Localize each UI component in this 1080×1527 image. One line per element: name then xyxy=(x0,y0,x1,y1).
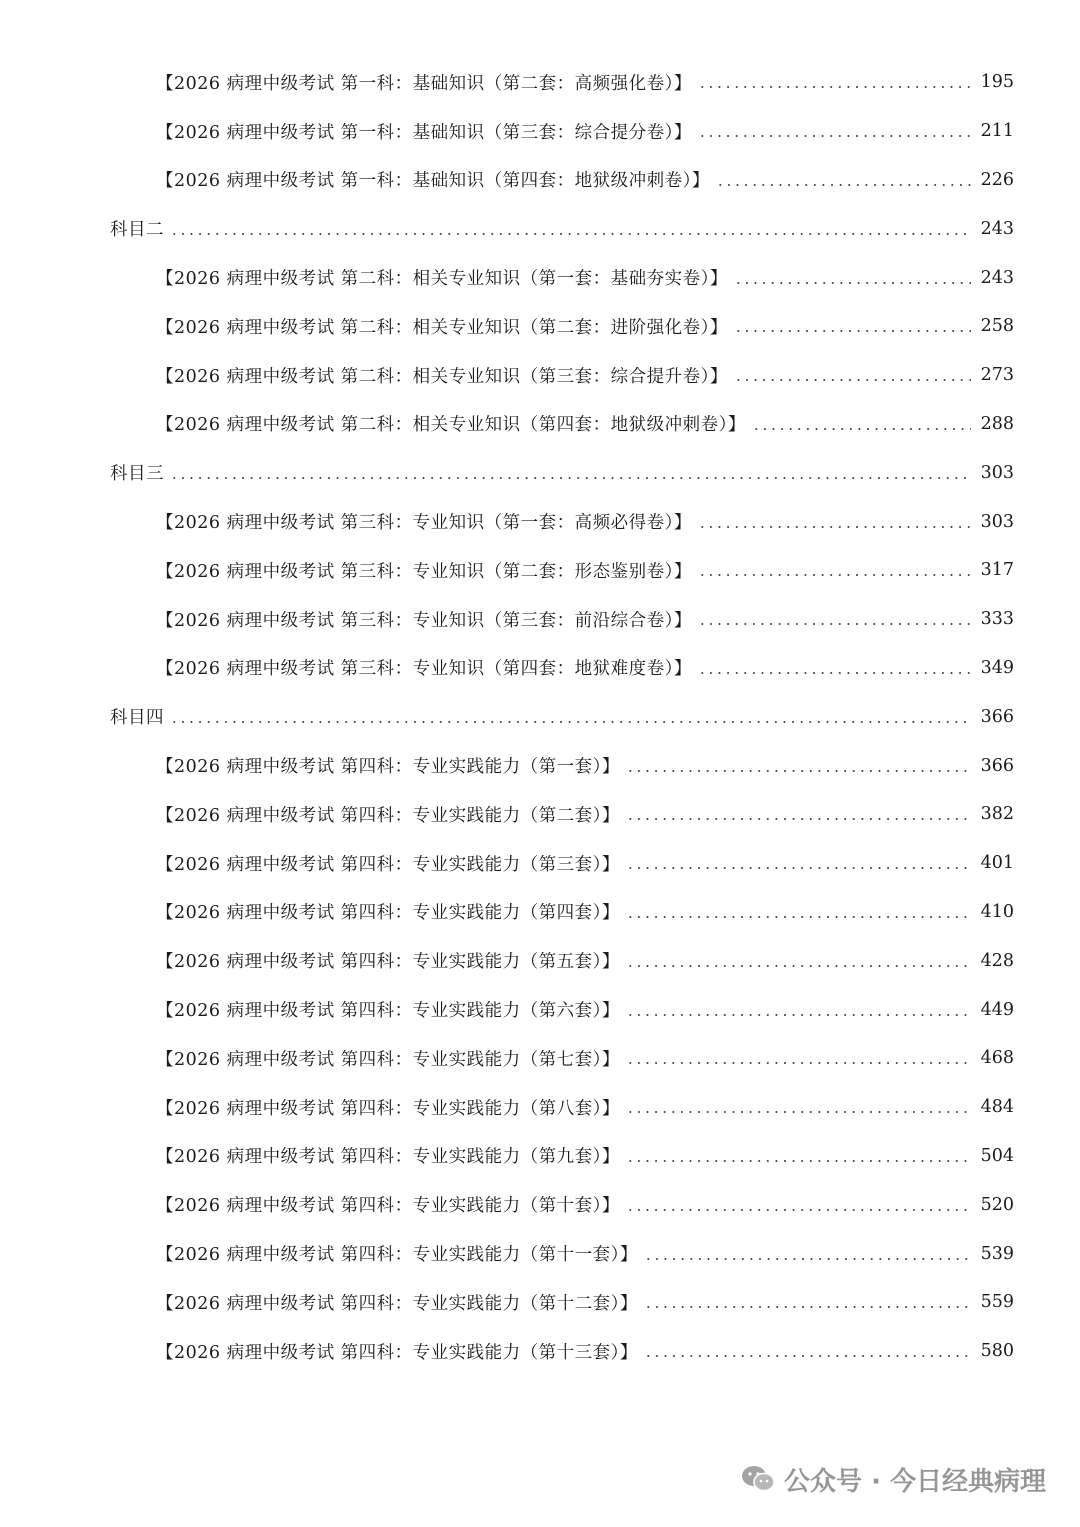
toc-entry[interactable] xyxy=(0,936,1080,985)
toc-entry-page-number: 539 xyxy=(980,1243,1014,1264)
toc-entry[interactable] xyxy=(0,1229,1080,1278)
toc-entry-page-number: 317 xyxy=(980,560,1014,581)
toc-entry[interactable] xyxy=(0,1083,1080,1132)
toc-entry[interactable] xyxy=(0,1132,1080,1181)
toc-entry-title: 【2026 病理中级考试 第一科：基础知识（第四套：地狱级冲刺卷）】 xyxy=(156,171,710,192)
toc-entry[interactable] xyxy=(0,888,1080,937)
toc-entry-title: 【2026 病理中级考试 第四科：专业实践能力（第十二套）】 xyxy=(156,1293,638,1314)
toc-section-heading[interactable] xyxy=(0,204,1080,253)
toc-dot-leader xyxy=(698,86,971,88)
toc-entry-page-number: 333 xyxy=(980,609,1014,630)
toc-entry-title: 【2026 病理中级考试 第四科：专业实践能力（第六套）】 xyxy=(156,1001,620,1022)
toc-entry-title: 【2026 病理中级考试 第四科：专业实践能力（第一套）】 xyxy=(156,757,620,778)
toc-entry-page-number: 504 xyxy=(980,1145,1014,1166)
toc-entry-page-number: 288 xyxy=(980,413,1014,434)
toc-section-heading[interactable] xyxy=(0,448,1080,497)
toc-entry[interactable] xyxy=(0,253,1080,302)
toc-entry-page-number: 273 xyxy=(980,365,1014,386)
toc-entry[interactable] xyxy=(0,58,1080,107)
toc-entry[interactable] xyxy=(0,302,1080,351)
toc-entry-title: 【2026 病理中级考试 第四科：专业实践能力（第五套）】 xyxy=(156,952,620,973)
toc-entry-page-number: 243 xyxy=(980,267,1014,288)
toc-entry[interactable] xyxy=(0,1180,1080,1229)
toc-entry[interactable] xyxy=(0,546,1080,595)
toc-entry[interactable] xyxy=(0,985,1080,1034)
toc-entry-title: 科目三 xyxy=(110,464,164,485)
toc-dot-leader xyxy=(644,1355,971,1357)
toc-entry-page-number: 303 xyxy=(980,511,1014,532)
toc-dot-leader xyxy=(644,1306,971,1308)
toc-dot-leader xyxy=(716,184,971,186)
toc-entry-page-number: 243 xyxy=(980,218,1014,239)
toc-entry-title: 科目二 xyxy=(110,220,164,241)
toc-entry-title: 【2026 病理中级考试 第二科：相关专业知识（第三套：综合提升卷）】 xyxy=(156,366,728,387)
toc-dot-leader xyxy=(170,233,971,235)
toc-entry[interactable] xyxy=(0,1278,1080,1327)
toc-entry[interactable] xyxy=(0,839,1080,888)
toc-entry-page-number: 303 xyxy=(980,462,1014,483)
toc-entry-page-number: 428 xyxy=(980,950,1014,971)
toc-entry-title: 【2026 病理中级考试 第二科：相关专业知识（第四套：地狱级冲刺卷）】 xyxy=(156,415,746,436)
toc-dot-leader xyxy=(734,330,971,332)
toc-entry[interactable] xyxy=(0,1327,1080,1376)
toc-dot-leader xyxy=(626,867,971,869)
toc-dot-leader xyxy=(170,477,971,479)
toc-entry-page-number: 382 xyxy=(980,804,1014,825)
toc-dot-leader xyxy=(626,916,971,918)
toc-dot-leader xyxy=(752,428,971,430)
toc-entry[interactable] xyxy=(0,400,1080,449)
toc-dot-leader xyxy=(626,1111,971,1113)
toc-entry-page-number: 401 xyxy=(980,853,1014,874)
toc-entry-title: 【2026 病理中级考试 第三科：专业知识（第二套：形态鉴别卷）】 xyxy=(156,561,692,582)
toc-entry-page-number: 520 xyxy=(980,1194,1014,1215)
toc-entry-page-number: 580 xyxy=(980,1341,1014,1362)
toc-entry[interactable] xyxy=(0,644,1080,693)
toc-entry[interactable] xyxy=(0,497,1080,546)
toc-entry-page-number: 410 xyxy=(980,901,1014,922)
toc-dot-leader xyxy=(698,526,971,528)
toc-entry-title: 【2026 病理中级考试 第四科：专业实践能力（第八套）】 xyxy=(156,1098,620,1119)
toc-entry[interactable] xyxy=(0,156,1080,205)
toc-entry[interactable] xyxy=(0,595,1080,644)
toc-dot-leader xyxy=(626,1209,971,1211)
toc-entry-title: 【2026 病理中级考试 第二科：相关专业知识（第一套：基础夯实卷）】 xyxy=(156,269,728,290)
toc-entry[interactable] xyxy=(0,1034,1080,1083)
toc-entry-title: 【2026 病理中级考试 第四科：专业实践能力（第十套）】 xyxy=(156,1196,620,1217)
watermark xyxy=(740,1459,1046,1499)
toc-entry-page-number: 449 xyxy=(980,999,1014,1020)
toc-dot-leader xyxy=(626,1160,971,1162)
toc-dot-leader xyxy=(626,770,971,772)
toc-dot-leader xyxy=(698,135,971,137)
toc-entry[interactable] xyxy=(0,107,1080,156)
toc-entry-page-number: 366 xyxy=(980,706,1014,727)
toc-entry-title: 【2026 病理中级考试 第一科：基础知识（第三套：综合提分卷）】 xyxy=(156,122,692,143)
toc-entry-title: 【2026 病理中级考试 第三科：专业知识（第四套：地狱难度卷）】 xyxy=(156,659,692,680)
toc-entry-page-number: 258 xyxy=(980,316,1014,337)
toc-dot-leader xyxy=(170,721,971,723)
toc-entry[interactable] xyxy=(0,790,1080,839)
toc-dot-leader xyxy=(626,818,971,820)
watermark-text: 公众号 · 今日经典病理 xyxy=(784,1466,1046,1497)
toc-entry-page-number: 211 xyxy=(980,121,1014,142)
toc-entry-title: 【2026 病理中级考试 第四科：专业实践能力（第九套）】 xyxy=(156,1147,620,1168)
toc-dot-leader xyxy=(734,282,971,284)
toc-entry-page-number: 226 xyxy=(980,169,1014,190)
toc-dot-leader xyxy=(626,1014,971,1016)
toc-entry-title: 【2026 病理中级考试 第三科：专业知识（第三套：前沿综合卷）】 xyxy=(156,610,692,631)
toc-entry-title: 【2026 病理中级考试 第四科：专业实践能力（第七套）】 xyxy=(156,1049,620,1070)
toc-entry-title: 科目四 xyxy=(110,708,164,729)
toc-entry-title: 【2026 病理中级考试 第四科：专业实践能力（第十一套）】 xyxy=(156,1245,638,1266)
toc-dot-leader xyxy=(626,965,971,967)
toc-entry-page-number: 349 xyxy=(980,657,1014,678)
toc-entry-title: 【2026 病理中级考试 第三科：专业知识（第一套：高频必得卷）】 xyxy=(156,513,692,534)
toc-dot-leader xyxy=(626,1062,971,1064)
toc-dot-leader xyxy=(698,574,971,576)
toc-entry-title: 【2026 病理中级考试 第四科：专业实践能力（第四套）】 xyxy=(156,903,620,924)
toc-entry-page-number: 366 xyxy=(980,755,1014,776)
wechat-icon xyxy=(740,1464,776,1494)
table-of-contents xyxy=(0,58,1080,1376)
toc-entry-title: 【2026 病理中级考试 第四科：专业实践能力（第三套）】 xyxy=(156,854,620,875)
toc-entry[interactable] xyxy=(0,741,1080,790)
toc-entry-title: 【2026 病理中级考试 第一科：基础知识（第二套：高频强化卷）】 xyxy=(156,73,692,94)
toc-entry-page-number: 484 xyxy=(980,1097,1014,1118)
toc-section-heading[interactable] xyxy=(0,692,1080,741)
toc-dot-leader xyxy=(698,672,971,674)
toc-entry-title: 【2026 病理中级考试 第四科：专业实践能力（第二套）】 xyxy=(156,805,620,826)
toc-entry-title: 【2026 病理中级考试 第二科：相关专业知识（第二套：进阶强化卷）】 xyxy=(156,317,728,338)
toc-entry[interactable] xyxy=(0,351,1080,400)
toc-entry-page-number: 559 xyxy=(980,1292,1014,1313)
toc-entry-title: 【2026 病理中级考试 第四科：专业实践能力（第十三套）】 xyxy=(156,1342,638,1363)
toc-dot-leader xyxy=(734,379,971,381)
toc-entry-page-number: 468 xyxy=(980,1048,1014,1069)
toc-dot-leader xyxy=(644,1258,971,1260)
toc-entry-page-number: 195 xyxy=(980,72,1014,93)
toc-dot-leader xyxy=(698,623,971,625)
